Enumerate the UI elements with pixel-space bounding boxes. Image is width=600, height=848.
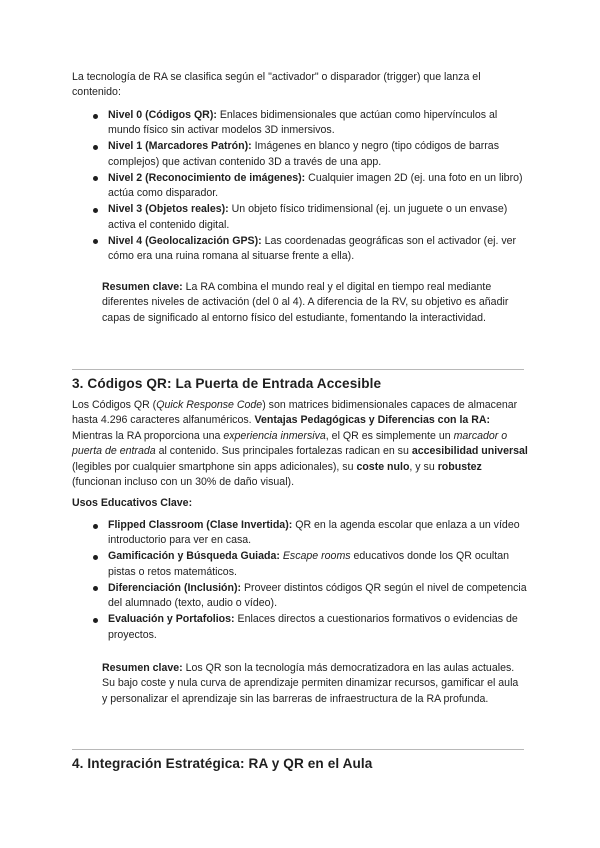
educational-uses-list: [108, 518, 528, 644]
summary-label: Resumen clave:: [102, 281, 183, 293]
level-label: Nivel 1 (Marcadores Patrón):: [108, 140, 252, 153]
qr-text-italic: Quick Response Code: [156, 399, 263, 411]
qr-text: Mientras la RA proporciona una: [72, 429, 224, 442]
section-heading-qr: 3. Códigos QR: La Puerta de Entrada Accesible: [72, 376, 382, 391]
qr-paragraph: [72, 398, 528, 490]
list-item: [108, 549, 528, 580]
level-label: Nivel 4 (Geolocalización GPS):: [108, 234, 262, 247]
summary-block-qr: [102, 661, 522, 707]
level-text: Imágenes en blanco y negro (tipo códigos de barras complejos) que activan contenido 3D a través de una app.: [108, 140, 499, 168]
use-label: Gamificación y Búsqueda Guiada:: [108, 550, 280, 563]
level-label: Nivel 3 (Objetos reales):: [108, 203, 229, 216]
qr-text-italic: experiencia inmersiva: [223, 429, 326, 442]
qr-text: (funcionan incluso con un 30% de daño visual).: [72, 476, 295, 489]
qr-text-italic: marcador o puerta de entrada: [72, 429, 508, 458]
use-text-tail: educativos donde los QR ocultan pistas o retos matemáticos.: [108, 550, 509, 578]
qr-text: , y su: [409, 460, 438, 473]
use-text-italic: Escape rooms: [282, 550, 351, 563]
qr-text: Los Códigos QR (: [72, 399, 157, 411]
use-label: Flipped Classroom (Clase Invertida):: [108, 519, 293, 531]
qr-text: al contenido. Sus principales fortalezas radican en su: [155, 445, 412, 458]
list-item: [108, 518, 528, 549]
qr-text: , el QR es simplemente un: [325, 429, 454, 442]
section-heading-integration: 4. Integración Estratégica: RA y QR en el Aula: [72, 756, 373, 771]
list-item: [108, 171, 528, 202]
list-item: [108, 234, 528, 265]
qr-text: ) son matrices bidimensionales capaces de almacenar hasta 4.296 caracteres alfanuméricos.: [72, 399, 518, 427]
summary-block-ra: [102, 280, 522, 326]
qr-text-bold: accesibilidad universal: [411, 445, 528, 458]
summary-label: Resumen clave:: [102, 662, 183, 674]
qr-text: (legibles por cualquier smartphone sin apps adicionales), su: [72, 460, 357, 473]
list-item: [108, 108, 528, 139]
use-text: Enlaces directos a cuestionarios formativos o evidencias de proyectos.: [108, 613, 518, 641]
use-label: Evaluación y Portafolios:: [108, 613, 235, 626]
level-text: Cualquier imagen 2D (ej. una foto en un libro) actúa como disparador.: [108, 171, 523, 200]
section-divider: [72, 369, 524, 370]
intro-paragraph: La tecnología de RA se clasifica según el "activador" o disparador (trigger) que lanza el contenido:: [72, 71, 481, 99]
list-item: [108, 612, 528, 643]
usos-heading: Usos Educativos Clave:: [72, 497, 193, 509]
qr-text-bold: Ventajas Pedagógicas y Diferencias con la RA:: [254, 414, 491, 427]
section-divider: [72, 749, 524, 750]
summary-text: La RA combina el mundo real y el digital en tiempo real mediante diferentes niveles de activación (del 0 al 4). A diferencia de la RV, su objetivo es añadir capas de significado al entorno físico del estudiante, fomentando la interactividad.: [102, 281, 509, 324]
list-item: [108, 202, 528, 233]
qr-text-bold: coste nulo: [356, 460, 410, 473]
level-label: Nivel 2 (Reconocimiento de imágenes):: [108, 171, 306, 184]
level-label: Nivel 0 (Códigos QR):: [108, 109, 217, 121]
list-item: [108, 581, 528, 612]
use-text: Proveer distintos códigos QR según el nivel de competencia del alumnado (texto, audio o vídeo).: [108, 581, 527, 610]
level-text: Enlaces bidimensionales que actúan como hipervínculos al mundo físico sin activar modelos 3D inmersivos.: [108, 109, 498, 137]
summary-text: Los QR son la tecnología más democratizadora en las aulas actuales. Su bajo coste y nula curva de aprendizaje permiten dinamizar recursos, gamificar el aula y personalizar el aprendizaje sin las barreras de infraestructura de la RA profunda.: [102, 662, 519, 705]
qr-text-bold: robustez: [437, 460, 482, 473]
use-text: QR en la agenda escolar que enlaza a un vídeo introductorio para ver en casa.: [108, 519, 520, 547]
list-item: [108, 139, 528, 170]
level-text: Las coordenadas geográficas son el activador (ej. ver cómo era una ruina romana al situarse frente a ella).: [108, 234, 517, 263]
use-label: Diferenciación (Inclusión):: [108, 581, 242, 594]
activation-levels-list: [108, 108, 528, 265]
level-text: Un objeto físico tridimensional (ej. un juguete o un envase) activa el contenido digital.: [108, 203, 508, 231]
